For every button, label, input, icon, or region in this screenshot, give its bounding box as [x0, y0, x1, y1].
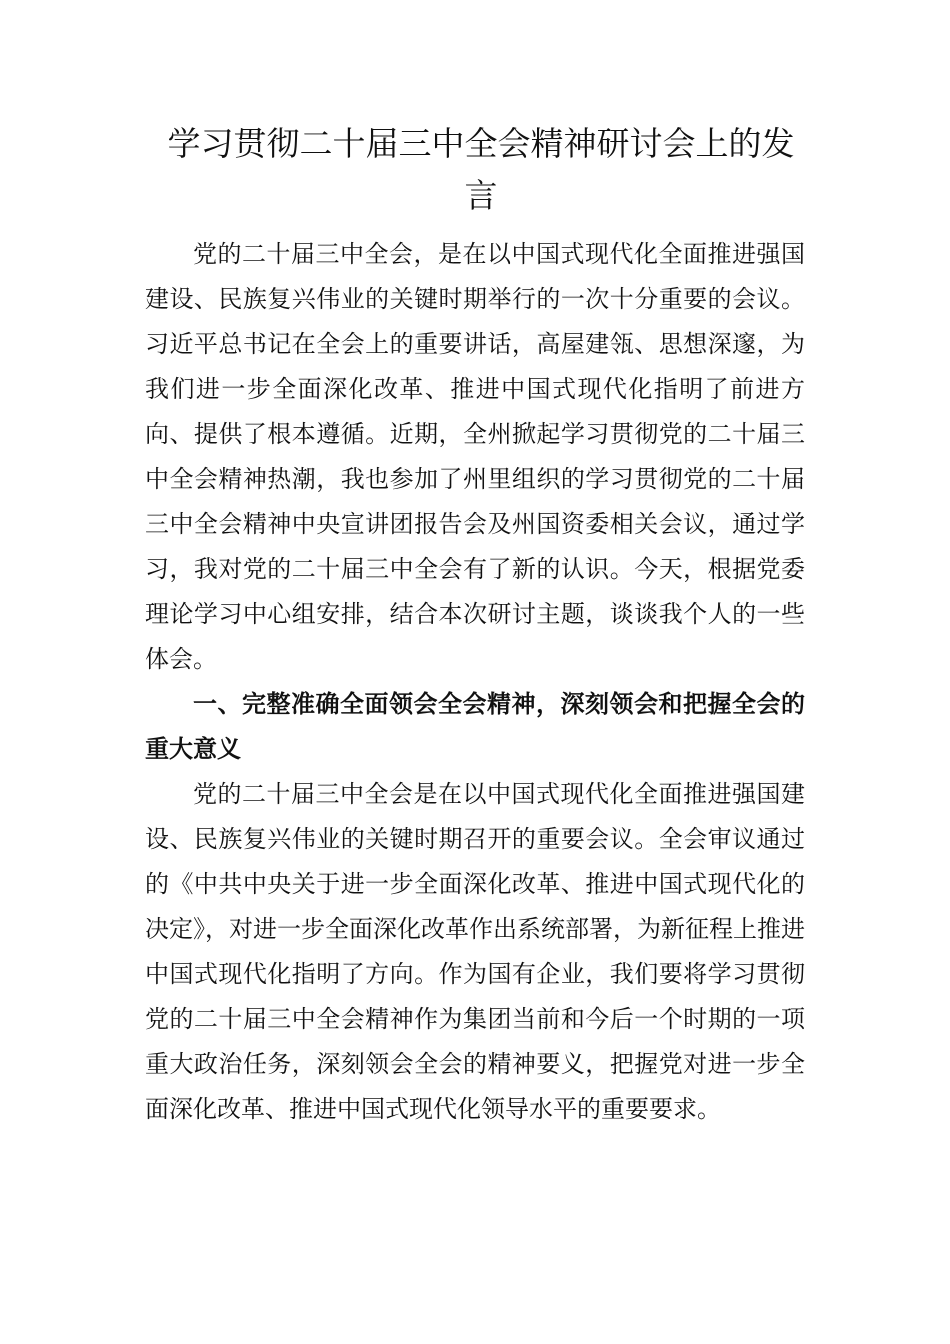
section-1-heading: 一、完整准确全面领会全会精神，深刻领会和把握全会的重大意义: [145, 690, 805, 763]
document-body: [145, 232, 805, 1132]
section-1-paragraph: 党的二十届三中全会是在以中国式现代化全面推进强国建设、民族复兴伟业的关键时期召开的重要会议。全会审议通过的《中共中央关于进一步全面深化改革、推进中国式现代化的决定》，对进一步全面深化改革作出系统部署，为新征程上推进中国式现代化指明了方向。作为国有企业，我们要将学习贯彻党的二十届三中全会精神作为集团当前和今后一个时期的一项重大政治任务，深刻领会全会的精神要义，把握党对进一步全面深化改革、推进中国式现代化领导水平的重要要求。: [145, 780, 805, 1123]
intro-paragraph: 党的二十届三中全会，是在以中国式现代化全面推进强国建设、民族复兴伟业的关键时期举行的一次十分重要的会议。习近平总书记在全会上的重要讲话，高屋建瓴、思想深邃，为我们进一步全面深化改革、推进中国式现代化指明了前进方向、提供了根本遵循。近期，全州掀起学习贯彻党的二十届三中全会精神热潮，我也参加了州里组织的学习贯彻党的二十届三中全会精神中央宣讲团报告会及州国资委相关会议，通过学习，我对党的二十届三中全会有了新的认识。今天，根据党委理论学习中心组安排，结合本次研讨主题，谈谈我个人的一些体会。: [145, 240, 805, 673]
document-title: 学习贯彻二十届三中全会精神研讨会上的发言: [167, 124, 795, 215]
document-page: [145, 118, 805, 1132]
